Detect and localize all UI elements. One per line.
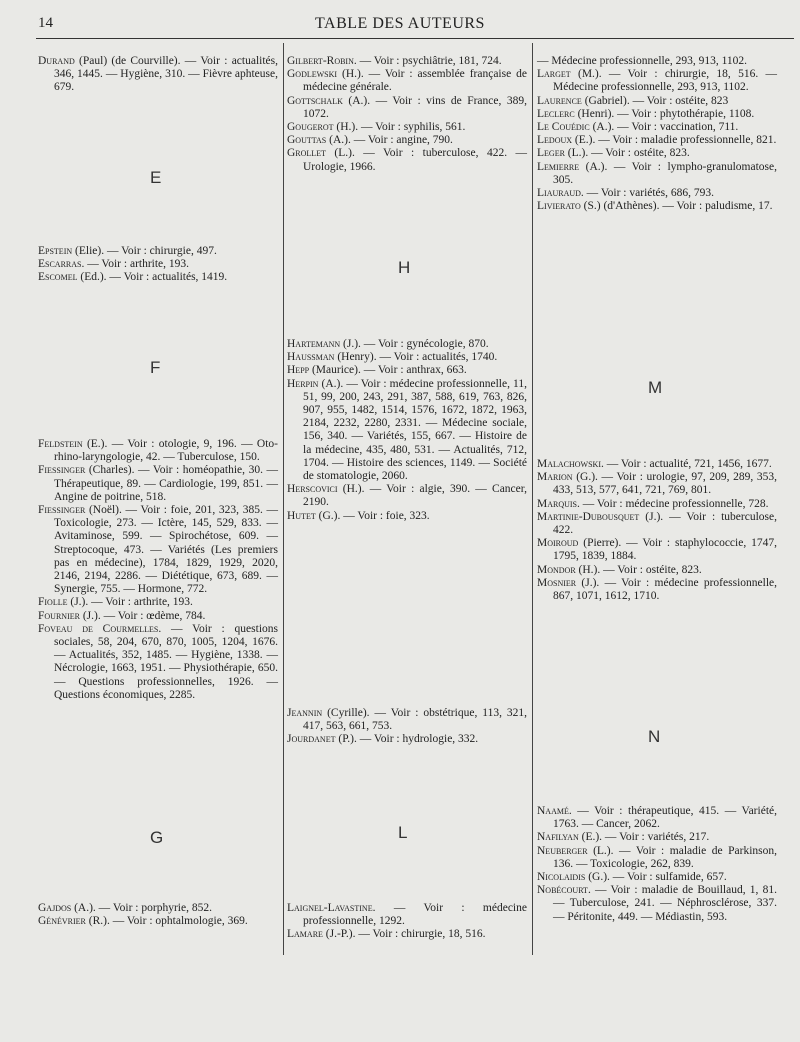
author-name: Hutet — [287, 509, 316, 522]
entry-references: (Henry). — Voir : actualités, 1740. — [334, 351, 498, 364]
author-name: Malachowski — [537, 458, 601, 470]
col1-g — [38, 902, 278, 928]
entry-references: . — Voir : arthrite, 193. — [81, 258, 190, 271]
author-name: Martinie-Dubousquet — [537, 510, 640, 523]
author-entry — [537, 95, 777, 108]
author-entry — [38, 596, 278, 609]
author-entry — [38, 438, 278, 464]
author-name: Gajdos — [38, 902, 72, 914]
entry-references: (Charles). — Voir : homéopathie, 30. — Thérapeutique, 89. — Cardiologie, 199, 851. — Angine de poitrine, 518. — [54, 464, 278, 503]
author-name: Naamé — [537, 805, 569, 817]
author-entry — [537, 55, 777, 68]
entry-references: (G.). — Voir : urologie, 97, 209, 289, 353, 433, 513, 577, 641, 721, 769, 801. — [553, 471, 777, 497]
author-name: Grollet — [287, 147, 326, 160]
author-entry — [537, 884, 777, 924]
author-name: Nobécourt — [537, 884, 588, 897]
author-entry — [287, 121, 527, 134]
entry-references: . — Voir : thérapeutique, 415. — Variété, 1763. — Cancer, 2062. — [553, 805, 777, 831]
author-entry — [287, 338, 527, 351]
author-entry — [287, 351, 527, 364]
entry-references: (Maurice). — Voir : anthrax, 663. — [309, 364, 467, 377]
author-name: Moiroud — [537, 537, 579, 550]
entry-references: (E.). — Voir : otologie, 9, 196. — Oto-rhino-laryngologie, 42. — Tuberculose, 150. — [54, 438, 278, 464]
author-entry — [38, 902, 278, 915]
author-entry — [287, 55, 527, 68]
entry-references: (A.). — Voir : vaccination, 711. — [589, 121, 739, 134]
author-entry — [537, 68, 777, 94]
entry-references: (M.). — Voir : chirurgie, 18, 516. — Médecine professionnelle, 293, 913, 1102. — [553, 68, 777, 94]
section-letter-h: H — [398, 258, 411, 277]
author-entry — [537, 845, 777, 871]
entry-references: (L.). — Voir : tuberculose, 422. — Urologie, 1966. — [303, 147, 527, 173]
author-entry — [38, 623, 278, 702]
author-entry — [287, 707, 527, 733]
author-entry — [287, 147, 527, 173]
entry-references: . — Voir : variétés, 686, 793. — [580, 187, 715, 200]
author-name: Leger — [537, 147, 565, 160]
entry-references: (G.). — Voir : foie, 323. — [315, 509, 430, 522]
entry-references: . — Voir : médecine professionnelle, 1292. — [303, 902, 527, 928]
author-name: Nicolaidis — [537, 871, 586, 884]
author-entry — [537, 537, 777, 563]
author-name: Godlewski — [287, 68, 338, 81]
author-entry — [287, 134, 527, 147]
entry-references: (S.) (d'Athènes). — Voir : paludisme, 17. — [580, 200, 773, 213]
entry-references: (Pierre). — Voir : staphylococcie, 1747, 1795, 1839, 1884. — [553, 537, 777, 563]
author-name: Durand — [38, 55, 75, 67]
author-name: Ledoux — [537, 134, 573, 147]
entry-references: (Cyrille). — Voir : obstétrique, 113, 321, 417, 563, 661, 753. — [303, 707, 527, 733]
page-number: 14 — [38, 15, 53, 31]
author-name: Foveau de Courmelles — [38, 622, 159, 635]
entry-references: (A.). — Voir : médecine professionnelle, 11, 51, 99, 200, 243, 291, 387, 588, 619, 763, 826, 907, 955, 1482, 1514, 1576, 1672, 1872, 1963, 2184, 2232, 2280, 2331. — Médecine sociale, 156, 340. — Variétés, 155, 667. — Histoire de la médecine, 435, 480, 531. — Actualités, 712, 1704. — Histoire des sciences, 1149. — Société de stomatologie, 2060. — [303, 377, 527, 483]
entry-references: (J.-P.). — Voir : chirurgie, 18, 516. — [322, 928, 486, 941]
author-entry — [537, 871, 777, 884]
entry-references: (E.). — Voir : maladie professionnelle, 821. — [572, 134, 777, 147]
author-name: Neuberger — [537, 844, 588, 857]
author-name: Gottschalk — [287, 94, 343, 107]
author-name: Fiessinger — [38, 504, 86, 517]
author-entry — [287, 483, 527, 509]
entry-references: (H.). — Voir : assemblée française de médecine générale. — [303, 68, 527, 94]
col3-top — [537, 55, 777, 213]
author-entry — [287, 68, 527, 94]
entry-references: — Médecine professionnelle, 293, 913, 1102. — [537, 55, 748, 67]
entry-references: (L.). — Voir : ostéite, 823. — [564, 147, 690, 160]
entry-references: (P.). — Voir : hydrologie, 332. — [335, 733, 479, 746]
author-name: Liauraud — [537, 187, 581, 200]
author-entry — [537, 147, 777, 160]
author-entry — [537, 577, 777, 603]
section-letter-l: L — [398, 823, 408, 842]
author-entry — [537, 200, 777, 213]
page-title: TABLE DES AUTEURS — [315, 15, 485, 32]
author-entry — [537, 161, 777, 187]
author-entry — [38, 245, 278, 258]
author-entry — [537, 831, 777, 844]
col2-j — [287, 707, 527, 747]
entry-references: (J.). — Voir : tuberculose, 422. — [553, 510, 777, 537]
author-name: Gouttas — [287, 134, 327, 147]
entry-references: (R.). — Voir : ophtalmologie, 369. — [85, 915, 248, 928]
author-entry — [537, 511, 777, 537]
entry-references: (Noël). — Voir : foie, 201, 323, 385. — Toxicologie, 273. — Ictère, 145, 529, 833. — Avitaminose, 599. — Spirochétose, 609. — Streptocoque, 473. — Variétés (Les premiers pas en médecine), 1784, 1829, 1929, 2020, 2146, 2194, 2286. — Diététique, 673, 689. — Synergie, 755. — Hormone, 772. — [54, 504, 278, 596]
author-entry — [38, 504, 278, 596]
column-divider-2 — [532, 43, 533, 955]
author-name: Fiolle — [38, 596, 68, 609]
author-name: Nafilyan — [537, 831, 579, 844]
entry-references: . — Voir : actualité, 721, 1456, 1677. — [601, 458, 772, 470]
author-name: Escomel — [38, 271, 78, 284]
col3-n — [537, 805, 777, 924]
section-letter-n: N — [648, 727, 661, 746]
entry-references: (J.). — Voir : gynécologie, 870. — [340, 338, 489, 350]
author-name: Mosnier — [537, 576, 577, 589]
entry-references: (A.). — Voir : lympho-granulomatose, 305. — [553, 160, 777, 186]
entry-references: (A.). — Voir : angine, 790. — [326, 134, 453, 147]
author-name: Le Couédic — [537, 121, 590, 134]
entry-references: . — Voir : maladie de Bouillaud, 1, 81. — Tuberculose, 241. — Néphrosclérose, 337. — Péritonite, 449. — Médiastin, 593. — [553, 884, 777, 923]
author-entry — [38, 55, 278, 95]
author-name: Jourdanet — [287, 733, 336, 746]
author-entry — [287, 733, 527, 746]
author-entry — [537, 108, 777, 121]
author-name: Fiessinger — [38, 464, 86, 477]
entry-references: (L.). — Voir : maladie de Parkinson, 136. — Toxicologie, 262, 839. — [553, 844, 777, 870]
author-name: Herpin — [287, 377, 319, 390]
author-entry — [38, 271, 278, 284]
entry-references: (A.). — Voir : vins de France, 389, 1072. — [303, 94, 527, 120]
author-name: Laignel-Lavastine — [287, 902, 373, 914]
col2-top — [287, 55, 527, 174]
entry-references: . — Voir : psychiâtrie, 181, 724. — [353, 55, 502, 67]
author-name: Marion — [537, 471, 573, 484]
author-name: Génévrier — [38, 915, 86, 928]
entry-references: (J.). — Voir : œdème, 784. — [79, 609, 206, 622]
author-entry — [287, 902, 527, 928]
author-entry — [287, 510, 527, 523]
header-rule — [36, 38, 794, 39]
entry-references: (J.). — Voir : arthrite, 193. — [67, 596, 193, 609]
section-letter-g: G — [150, 828, 164, 847]
author-entry — [287, 364, 527, 377]
author-name: Gougerot — [287, 121, 334, 134]
author-entry — [537, 805, 777, 831]
col2-h — [287, 338, 527, 523]
entry-references: (Gabriel). — Voir : ostéite, 823 — [581, 94, 729, 107]
entry-references: . — Voir : questions sociales, 58, 204, 670, 870, 1005, 1204, 1676. — Actualités, 352, 1485. — Hygiène, 1338. — Nécrologie, 1663, 1951. — Physiothérapie, 650. — Questions professionnelles, 1926. — Questions économiques, 2285. — [54, 622, 279, 701]
author-name: Epstein — [38, 245, 73, 257]
author-name: Escarras — [38, 258, 82, 271]
author-name: Mondor — [537, 563, 576, 576]
author-name: Marquis — [537, 497, 578, 510]
col1-f — [38, 438, 278, 702]
author-name: Jeannin — [287, 707, 323, 719]
author-entry — [537, 187, 777, 200]
author-entry — [537, 134, 777, 147]
entry-references: (Paul) (de Courville). — Voir : actualités, 346, 1445. — Hygiène, 310. — Fièvre aphteuse, 679. — [54, 55, 278, 94]
entry-references: (H.). — Voir : syphilis, 561. — [333, 121, 466, 134]
entry-references: (A.). — Voir : porphyrie, 852. — [71, 902, 212, 914]
author-name: Lamare — [287, 928, 323, 941]
author-name: Livierato — [537, 200, 581, 213]
author-name: Lemierre — [537, 160, 580, 173]
author-entry — [537, 564, 777, 577]
entry-references: (J.). — Voir : médecine professionnelle, 867, 1071, 1612, 1710. — [553, 576, 777, 603]
author-name: Larget — [537, 68, 571, 81]
section-letter-e: E — [150, 168, 162, 187]
entry-references: (H.). — Voir : ostéite, 823. — [575, 563, 702, 576]
author-name: Leclerc — [537, 107, 575, 120]
author-name: Hartemann — [287, 338, 341, 350]
author-name: Haussman — [287, 351, 335, 364]
entry-references: (G.). — Voir : sulfamide, 657. — [585, 871, 727, 884]
author-name: Fournier — [38, 609, 80, 622]
author-entry — [537, 458, 777, 471]
author-entry — [287, 95, 527, 121]
author-name: Hepp — [287, 364, 310, 377]
author-entry — [38, 464, 278, 504]
entry-references: (H.). — Voir : algie, 390. — Cancer, 2190. — [303, 483, 527, 509]
author-entry — [287, 928, 527, 941]
entry-references: (Elie). — Voir : chirurgie, 497. — [72, 245, 217, 257]
entry-references: (Henri). — Voir : phytothérapie, 1108. — [574, 107, 755, 120]
author-name: Laurence — [537, 94, 582, 107]
entry-references: (Ed.). — Voir : actualités, 1419. — [77, 271, 228, 284]
author-entry — [287, 378, 527, 484]
author-entry — [537, 471, 777, 497]
author-entry — [38, 258, 278, 271]
col1-e — [38, 245, 278, 285]
col2-l — [287, 902, 527, 942]
column-divider-1 — [283, 43, 284, 955]
section-letter-f: F — [150, 358, 161, 377]
col3-m — [537, 458, 777, 603]
author-name: Herscovici — [287, 483, 338, 496]
author-entry — [38, 610, 278, 623]
author-entry — [38, 915, 278, 928]
author-entry — [537, 498, 777, 511]
author-entry — [537, 121, 777, 134]
entry-references: (E.). — Voir : variétés, 217. — [578, 831, 710, 844]
author-name: Gilbert-Robin — [287, 55, 354, 67]
section-letter-m: M — [648, 378, 663, 397]
entry-references: . — Voir : médecine professionnelle, 728. — [577, 497, 769, 510]
col1-top — [38, 55, 278, 95]
author-name: Feldstein — [38, 438, 83, 450]
